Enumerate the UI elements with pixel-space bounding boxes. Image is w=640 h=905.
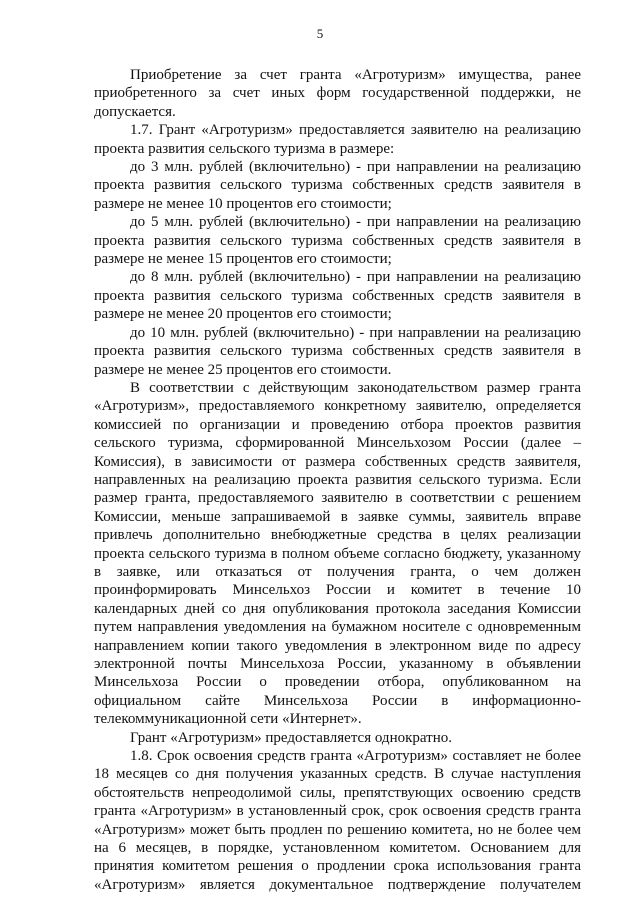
document-body xyxy=(94,66,581,894)
paragraph-grant-once: Грант «Агротуризм» предоставляется однократно. xyxy=(130,729,452,746)
paragraph-grant-tier-3m: до 3 млн. рублей (включительно) - при направлении на реализацию проекта развития сельского туризма собственных средств заявителя в размере не менее 10 процентов его стоимости; xyxy=(94,159,581,212)
paragraph-clause-1-7: 1.7. Грант «Агротуризм» предоставляется заявителю на реализацию проекта развития сельского туризма в размере: xyxy=(94,122,581,157)
paragraph-property-restriction: Приобретение за счет гранта «Агротуризм» имущества, ранее приобретенного за счет иных форм государственной поддержки, не допускается. xyxy=(94,67,581,120)
paragraph-clause-1-8: 1.8. Срок освоения средств гранта «Агротуризм» составляет не более 18 месяцев со дня получения указанных средств. В случае наступления обстоятельств непреодолимой силы, препятствующих освоению средств гранта «Агротуризм» в установленный срок, срок освоения средств гранта «Агротуризм» может быть продлен по решению комитета, но не более чем на 6 месяцев, в порядке, установленном комитетом. Основанием для принятия комитетом решения о продлении срока использования гранта «Агротуризм» является документальное подтверждение получателем xyxy=(94,748,581,893)
paragraph-grant-tier-5m: до 5 млн. рублей (включительно) - при направлении на реализацию проекта развития сельского туризма собственных средств заявителя в размере не менее 15 процентов его стоимости; xyxy=(94,214,581,268)
paragraph-grant-tier-10m: до 10 млн. рублей (включительно) - при направлении на реализацию проекта развития сельского туризма собственных средств заявителя в размере не менее 25 процентов его стоимости. xyxy=(94,324,581,378)
paragraph-grant-tier-8m: до 8 млн. рублей (включительно) - при направлении на реализацию проекта развития сельского туризма собственных средств заявителя в размере не менее 20 процентов его стоимости; xyxy=(94,269,581,323)
page-number: 5 xyxy=(316,26,324,41)
paragraph-grant-size-commission: В соответствии с действующим законодательством размер гранта «Агротуризм», предоставляемого конкретному заявителю, определяется комиссией по организации и проведению отбора проектов развития сельского туризма, сформированной Минсельхозом России (далее – Комиссия), в зависимости от размера собственных средств заявителя, направленных на реализацию проекта развития сельского туризма. Если размер гранта, предоставляемого заявителю в соответствии с решением Комиссии, меньше запрашиваемой в заявке суммы, заявитель вправе привлечь дополнительно внебюджетные средства в целях реализации проекта сельского туризма в полном объеме согласно бюджету, указанному в заявке, или отказаться от получения гранта, о чем должен проинформировать Минсельхоз России и комитет в течение 10 календарных дней со дня опубликования протокола заседания Комиссии путем направления уведомления на бумажном носителе с одновременным направлением копии такого уведомления в электронном виде по адресу электронной почты Минсельхоза России, указанному в объявлении Минсельхоза России о проведении отбора, опубликованном на официальном сайте Минсельхоза России в информационно-телекоммуникационной сети «Интернет». xyxy=(94,379,581,728)
